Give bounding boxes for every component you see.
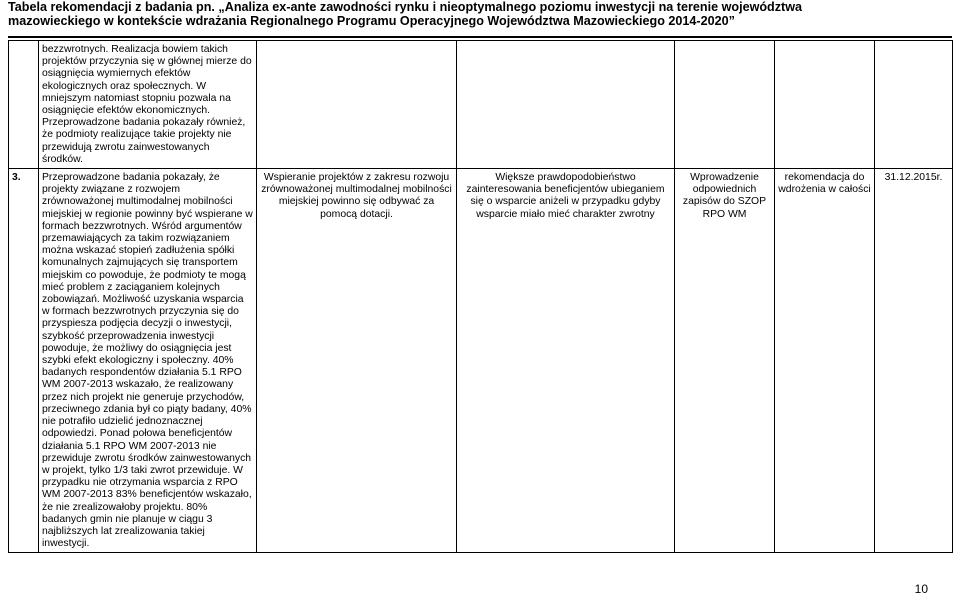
conclusion-cell: Przeprowadzone badania pokazały, że projekty związane z rozwojem zrównoważonej multimodalnej mobilności miejskiej w regionie powinny być wspierane w formach bezzwrotnych. Wśród argumentów przemawiających za takim rozwiązaniem można wskazać stopień zadłużenia spółki komunalnych zajmujących się transportem miejskim co powoduje, że podmioty te mogą mieć problem z zaciąganiem kolejnych zobowiązań. Możliwość uzyskania wsparcia w formach bezzwrotnych przyczynia się do przyspiesza podjęcia decyzji o inwestycji, szybkość przeprowadzenia inwestycji powoduje, że możliwy do osiągnięcia jest szybki efekt ekologiczny i społeczny. 40% badanych respondentów działania 5.1 RPO WM 2007-2013 wskazało, że realizowany przez nich projekt nie generuje przychodów, przeciwnego zdania był co piąty badany, 40% nie potrafiło udzielić jednoznacznej odpowiedzi. Ponad połowa beneficjentów działania 5.1 RPO WM 2007-2013 nie przewiduje zwrotu środków zainwestowanych w projekt, tylko 1/3 taki zwrot przewiduje. W przypadku nie otrzymania wsparcia z RPO WM 2007-2013 83% beneficjentów wskazało, że nie zrealizowałoby projektu. 80% badanych gmin nie planuje w ciągu 3 najbliższych lat zrealizowania takiej inwestycji.: [39, 169, 257, 553]
header-title-line-2: mazowieckiego w kontekście wdrażania Regionalnego Programu Operacyjnego Województwa Mazowieckiego 2014-2020”: [8, 14, 735, 28]
implementation-cell-empty: [675, 41, 775, 169]
effect-cell-empty: [457, 41, 675, 169]
recommendation-cell-empty: [257, 41, 457, 169]
addressee-cell: rekomendacja do wdrożenia w całości: [775, 169, 875, 553]
row-number: 3.: [9, 169, 39, 553]
page-number: 10: [914, 582, 928, 596]
header-title-line-1: Tabela rekomendacji z badania pn. „Analiza ex-ante zawodności rynku i nieoptymalnego poziomu inwestycji na terenie województwa: [8, 0, 803, 14]
number-cell-empty: [9, 41, 39, 169]
recommendations-table: [8, 40, 953, 553]
deadline-cell-empty: [875, 41, 953, 169]
implementation-cell: Wprowadzenie odpowiednich zapisów do SZOP RPO WM: [675, 169, 775, 553]
expected-effect-cell: Większe prawdopodobieństwo zainteresowania beneficjentów ubieganiem się o wsparcie aniżeli w przypadku gdyby wsparcie miało mieć charakter zwrotny: [457, 169, 675, 553]
document-header: [8, 0, 952, 28]
conclusion-continuation-cell: bezzwrotnych. Realizacja bowiem takich projektów przyczynia się w głównej mierze do osiągnięcia wymiernych efektów ekologicznych oraz społecznych. W mniejszym natomiast stopniu pozwala na osiągnięcie efektów ekonomicznych. Przeprowadzone badania pokazały również, że podmioty realizujące takie projekty nie przewidują zwrotu zainwestowanych środków.: [39, 41, 257, 169]
deadline-cell: 31.12.2015r.: [875, 169, 953, 553]
table-row: [9, 169, 953, 553]
recommendation-cell: Wspieranie projektów z zakresu rozwoju zrównoważonej multimodalnej mobilności miejskiej powinno się odbywać za pomocą dotacji.: [257, 169, 457, 553]
header-divider: [8, 36, 952, 38]
table-row-continuation: [9, 41, 953, 169]
addressee-cell-empty: [775, 41, 875, 169]
